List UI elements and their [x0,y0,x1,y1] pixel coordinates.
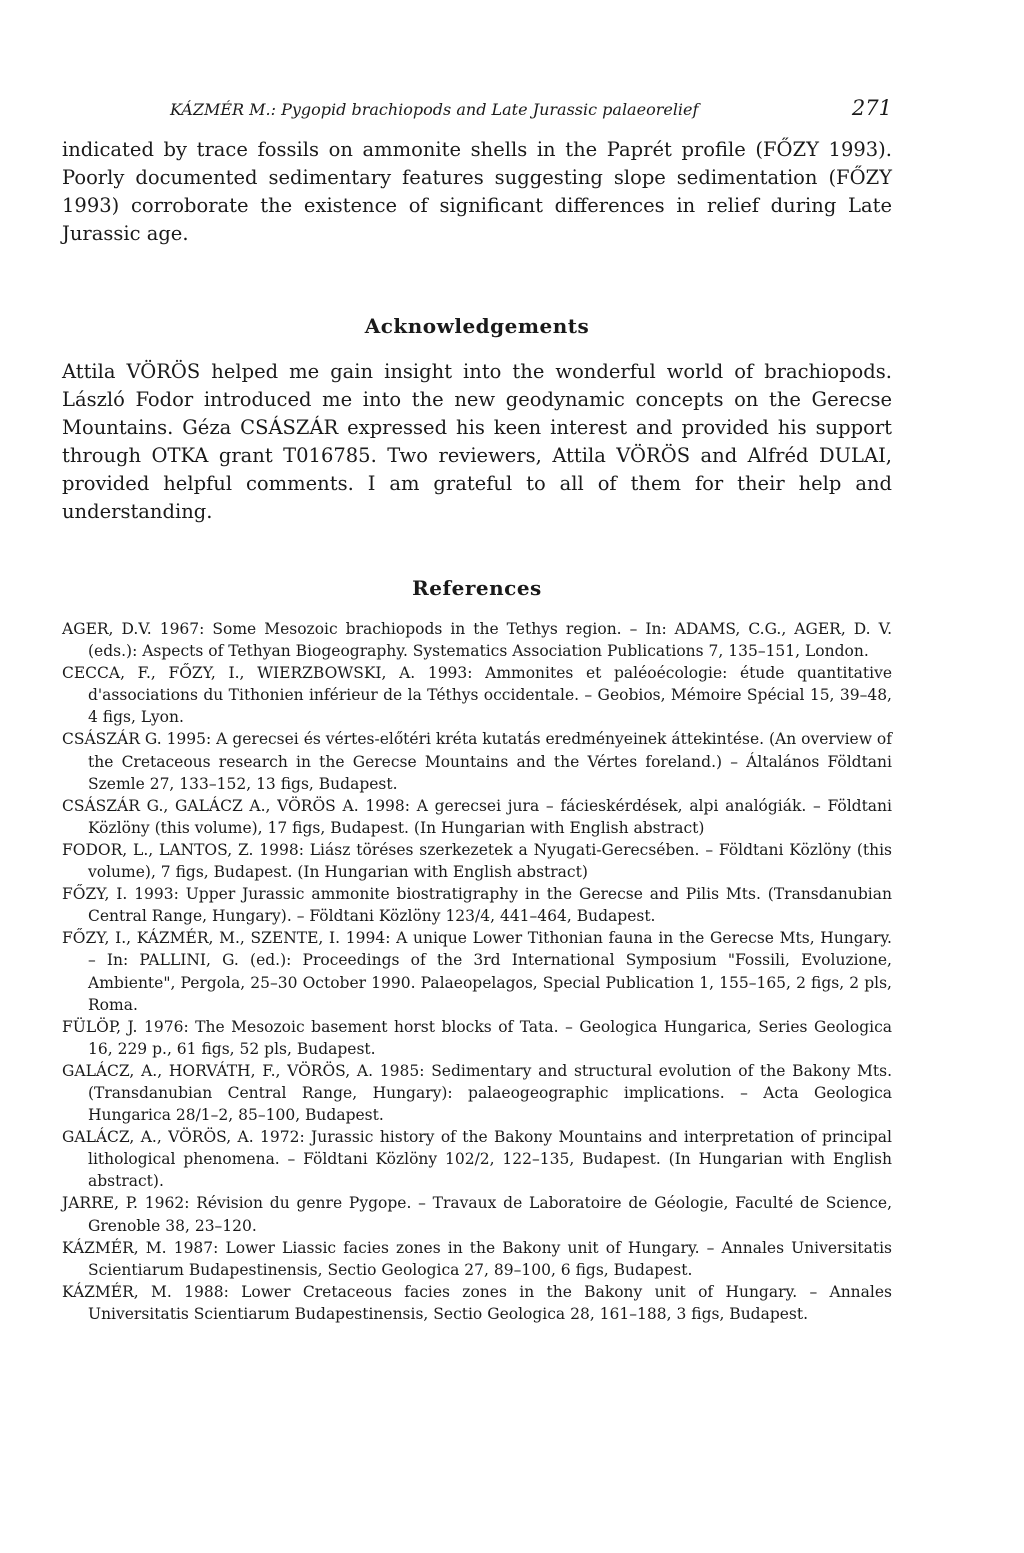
reference-csaszar-1995: CSÁSZÁR G. 1995: A gerecsei és vértes-előtéri kréta kutatás eredményeinek áttekintése. (An overview of the Cretaceous research in the Gerecse Mountains and the Vértes foreland.) – Általános Földtani Szemle 27, 133–152, 13 figs, Budapest. [62,730,892,793]
reference-jarre-1962: JARRE, P. 1962: Révision du genre Pygope. – Travaux de Laboratoire de Géologie, Faculté de Science, Grenoble 38, 23–120. [62,1194,892,1235]
reference-csaszar-1998: CSÁSZÁR G., GALÁCZ A., VÖRÖS A. 1998: A gerecsei jura – fácieskérdések, alpi analógiák. – Földtani Közlöny (this volume), 17 figs, Budapest. (In Hungarian with English abstract) [62,796,892,837]
reference-ager-1967: AGER, D.V. 1967: Some Mesozoic brachiopods in the Tethys region. – In: ADAMS, C.G., AGER, D. V. (eds.): Aspects of Tethyan Biogeography. Systematics Association Publications 7, 135–151, London. [62,620,892,661]
acknowledgements-heading: Acknowledgements [364,314,590,338]
intro-paragraph: indicated by trace fossils on ammonite shells in the Paprét profile (FŐZY 1993). Poorly documented sedimentary features suggesting slope sedimentation (FŐZY 1993) corroborate the existence of significant differences in relief during Late Jurassic age. [62,138,892,245]
reference-galacz-1972: GALÁCZ, A., VÖRÖS, A. 1972: Jurassic history of the Bakony Mountains and interpretation of principal lithological phenomena. – Földtani Közlöny 102/2, 122–135, Budapest. (In Hungarian with English abstract). [62,1128,892,1191]
reference-fodor-1998: FODOR, L., LANTOS, Z. 1998: Liász töréses szerkezetek a Nyugati-Gerecsében. – Földtani Közlöny (this volume), 7 figs, Budapest. (In Hungarian with English abstract) [62,840,892,882]
reference-fozy-1994: FŐZY, I., KÁZMÉR, M., SZENTE, I. 1994: A unique Lower Tithonian fauna in the Gerecse Mts, Hungary. – In: PALLINI, G. (ed.): Proceedings of the 3rd International Symposium "Fossili, Evoluzione, Ambiente", Pergola, 25–30 October 1990. Palaeopelagos, Special Publication 1, 155–165, 2 figs, 2 pls, Roma. [62,929,892,1014]
reference-kazmer-1987: KÁZMÉR, M. 1987: Lower Liassic facies zones in the Bakony unit of Hungary. – Annales Universitatis Scientiarum Budapestinensis, Sectio Geologica 27, 89–100, 6 figs, Budapest. [62,1238,892,1279]
reference-galacz-1985: GALÁCZ, A., HORVÁTH, F., VÖRÖS, A. 1985: Sedimentary and structural evolution of the Bakony Mts. (Transdanubian Central Range, Hungary): palaeogeographic implications. – Acta Geologica Hungarica 28/1–2, 85–100, Budapest. [62,1061,892,1125]
reference-list [62,618,892,1325]
running-title: KÁZMÉR M.: Pygopid brachiopods and Late Jurassic palaeorelief [170,100,699,119]
reference-cecca-1993: CECCA, F., FŐZY, I., WIERZBOWSKI, A. 1993: Ammonites et paléoécologie: étude quantitative d'associations du Tithonien inférieur de la Téthys occidentale. – Geobios, Mémoire Spécial 15, 39–48, 4 figs, Lyon. [62,664,892,727]
references-heading: References [412,576,542,600]
running-head [170,96,892,136]
reference-fulop-1976: FÜLÖP, J. 1976: The Mesozoic basement horst blocks of Tata. – Geologica Hungarica, Series Geologica 16, 229 p., 61 figs, 52 pls, Budapest. [62,1017,892,1058]
reference-kazmer-1988: KÁZMÉR, M. 1988: Lower Cretaceous facies zones in the Bakony unit of Hungary. – Annales Universitatis Scientiarum Budapestinensis, Sectio Geologica 28, 161–188, 3 figs, Budapest. [62,1282,892,1323]
page-number: 271 [851,96,892,120]
reference-fozy-1993: FŐZY, I. 1993: Upper Jurassic ammonite biostratigraphy in the Gerecse and Pilis Mts. (Transdanubian Central Range, Hungary). – Földtani Közlöny 123/4, 441–464, Budapest. [62,885,892,926]
acknowledgements-text: Attila VÖRÖS helped me gain insight into the wonderful world of brachiopods. László Fodor introduced me into the new geodynamic concepts on the Gerecse Mountains. Géza CSÁSZÁR expressed his keen interest and provided his support through OTKA grant T016785. Two reviewers, Attila VÖRÖS and Alfréd DULAI, provided helpful comments. I am grateful to all of them for their help and understanding. [62,360,892,523]
page-body [62,96,892,1325]
